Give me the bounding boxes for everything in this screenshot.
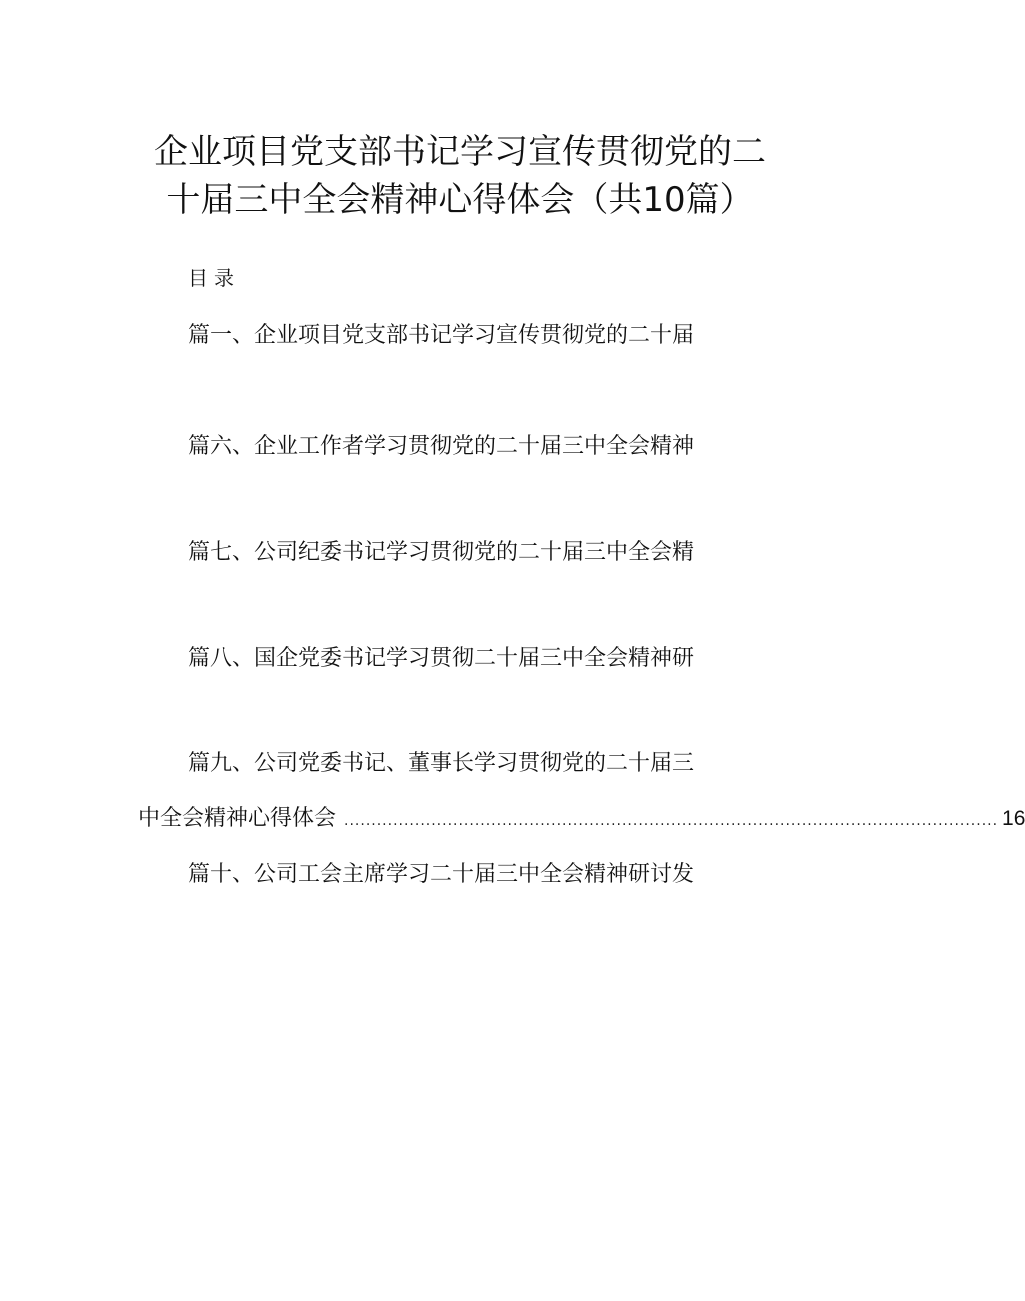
toc-heading: 目录 bbox=[188, 266, 240, 290]
toc-entry-continuation[interactable] bbox=[138, 801, 1025, 832]
toc-entry-text: 中全会精神心得体会 bbox=[138, 806, 337, 831]
document-title-line-1: 企业项目党支部书记学习宣传贯彻党的二 bbox=[154, 132, 766, 172]
toc-entry[interactable]: 篇七、公司纪委书记学习贯彻党的二十届三中全会精 bbox=[188, 540, 695, 565]
toc-entry[interactable]: 篇八、国企党委书记学习贯彻二十届三中全会精神研 bbox=[188, 646, 695, 671]
toc-entry[interactable]: 篇十、公司工会主席学习二十届三中全会精神研讨发 bbox=[188, 862, 695, 887]
toc-page-number: 16 bbox=[1002, 807, 1025, 830]
toc-entry[interactable]: 篇一、企业项目党支部书记学习宣传贯彻党的二十届 bbox=[188, 323, 695, 348]
toc-entry[interactable]: 篇九、公司党委书记、董事长学习贯彻党的二十届三 bbox=[188, 751, 695, 776]
toc-entry[interactable]: 篇六、企业工作者学习贯彻党的二十届三中全会精神 bbox=[188, 434, 695, 459]
toc-dot-leader: ........................................................................................................................ bbox=[344, 813, 999, 829]
document-title-line-2: 十届三中全会精神心得体会（共10篇） bbox=[166, 180, 754, 220]
